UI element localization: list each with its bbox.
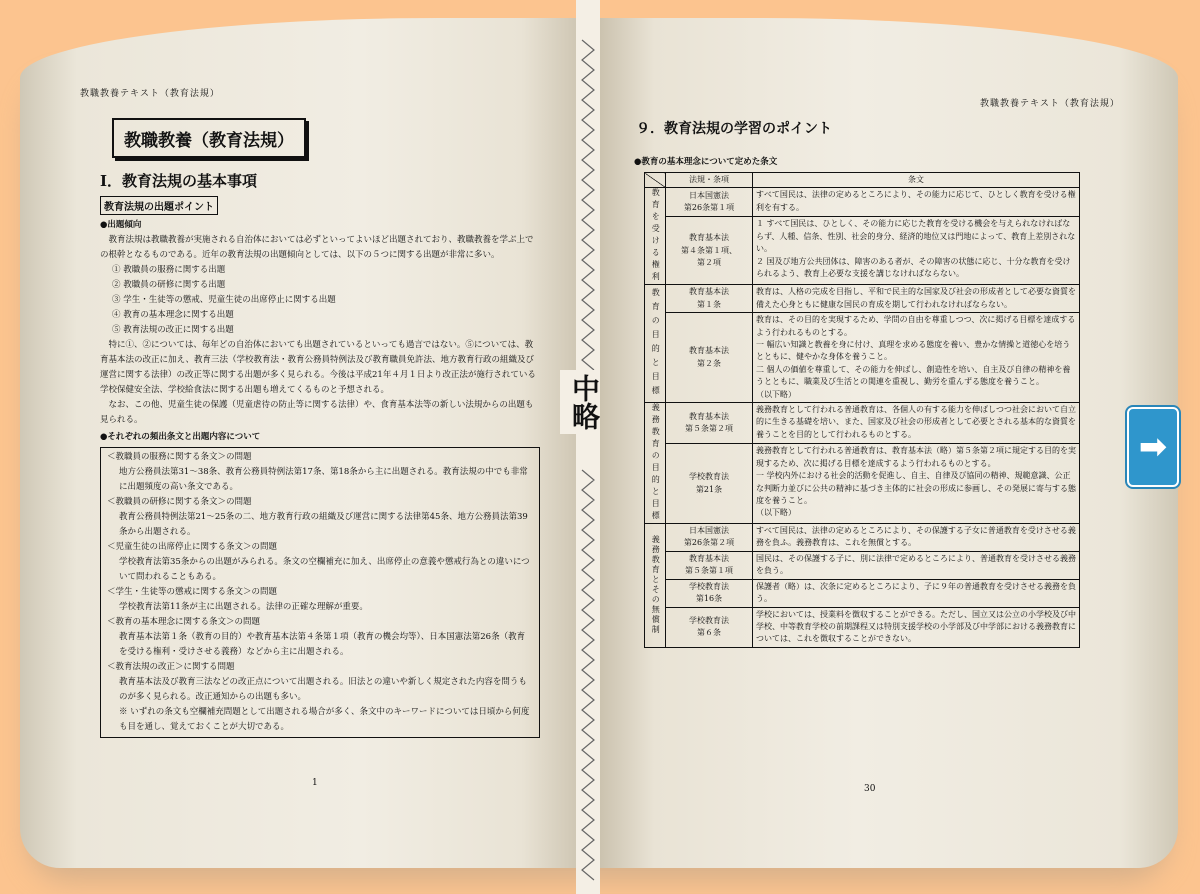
trend-note: 特に①、②については、毎年どの自治体においても出題されているといっても過言ではない。⑤については、教育基本法の改正に加え、教育三法（学校教育法・教育公務員特例法及び教育職員免許法、地方教育行政の組織及び運営に関する法律）の改正等に関する出題が多く見られる。今後は平成21年４月１日より改正法が施行されている学校保健安全法、学校給食法に関する出題も増えてくるものと予想される。 [100,340,536,395]
trend-item: ② 教職員の研修に関する出題 [112,280,226,290]
freq-text: 学校教育法第11条が主に出題される。法律の正確な理解が重要。 [119,602,368,612]
freq-text: 教育基本法第１条（教育の目的）や教育基本法第４条第１項（教育の機会均等）、日本国憲法第26条（教育を受ける権利・受けさせる義務）などから主に出題される。 [119,632,526,657]
category-cell: 教育の目的と目標 [645,285,666,403]
law-cell: 学校教育法 第21条 [666,444,753,524]
freq-note: ※ いずれの条文も空欄補充問題として出題される場合が多く、条文中のキーワードについては日頃から何度も目を通し、覚えておくことが大切である。 [119,707,530,732]
table-row [645,444,1080,524]
freq-title: ＜教職員の服務に関する条文＞の問題 [107,452,252,462]
text-cell: 学校においては、授業料を徴収することができる。ただし、国立又は公立の小学校及び中学校、中等教育学校の前期課程又は特別支援学校の小学部及び中学部における義務教育については、これを徴収することができない。 [753,607,1080,647]
text-cell: 義務教育として行われる普通教育は、教育基本法（略）第５条第２項に規定する目的を実現するため、次に掲げる目標を達成するよう行われるものとする。 一 学校内外における社会的活動を促進し、自主、自律及び協同の精神、規範意識、公正な判断力並びに公共の精神に基づき主体的に社会の形成に参画し、その発展に寄与する態度を養うこと。 （以下略） [753,444,1080,524]
right-page-number: 30 [864,784,876,794]
trend-item: ④ 教育の基本理念に関する出題 [112,310,234,320]
text-cell: １ すべて国民は、ひとしく、その能力に応じた教育を受ける機会を与えられなければならず、人種、信条、性別、社会的身分、経済的地位又は門地によって、教育上差別されない。 ２ 国及び地方公共団体は、障害のある者が、その障害の状態に応じ、十分な教育を受けられるよう、教育上必要な支援を講じなければならない。 [753,217,1080,285]
right-page [596,18,1178,868]
law-cell: 教育基本法 第５条第１項 [666,551,753,579]
text-cell: すべて国民は、法律の定めるところにより、その保護する子女に普通教育を受けさせる義務を負ふ。義務教育は、これを無償とする。 [753,524,1080,552]
freq-title: ＜学生・生徒等の懲戒に関する条文＞の問題 [107,587,278,597]
freq-text: 教育基本法及び教育三法などの改正点について出題される。旧法との違いや新しく規定された内容を問うものが多く見られる。改正通知からの出題も多い。 [119,677,527,702]
arrow-right-icon: ➡ [1138,427,1168,467]
trend-item: ① 教職員の服務に関する出題 [112,265,226,275]
omitted-label: 中略 [560,370,600,434]
corner-cell [645,173,666,188]
category-cell: 義務教育とその無償制 [645,524,666,648]
table-row [645,524,1080,552]
left-page [20,18,590,868]
table-row [645,551,1080,579]
table-row [645,285,1080,313]
table-row [645,607,1080,647]
law-cell: 教育基本法 第５条第２項 [666,403,753,444]
law-cell: 教育基本法 第４条第１項、 第２項 [666,217,753,285]
trend-note: なお、この他、児童生徒の保護（児童虐待の防止等に関する法律）や、食育基本法等の新しい法規からの出題も見られる。 [100,400,534,425]
text-cell: 義務教育として行われる普通教育は、各個人の有する能力を伸ばしつつ社会において自立的に生きる基礎を培い、また、国家及び社会の形成者として必要とされる基本的な資質を養うことを目的として行われるものとする。 [753,403,1080,444]
text-cell: 国民は、その保護する子に、別に法律で定めるところにより、普通教育を受けさせる義務を負う。 [753,551,1080,579]
text-cell: 教育は、その目的を実現するため、学問の自由を尊重しつつ、次に掲げる目標を達成するよう行われるものとする。 一 幅広い知識と教養を身に付け、真理を求める態度を養い、豊かな情操と道徳心を培うとともに、健やかな身体を養うこと。 二 個人の価値を尊重して、その能力を伸ばし、創造性を培い、自主及び自律の精神を養うとともに、職業及び生活との関連を重視し、勤労を重んずる態度を養うこと。 （以下略） [753,313,1080,403]
trend-item: ③ 学生・生徒等の懲戒、児童生徒の出席停止に関する出題 [112,295,336,305]
zigzag-divider [576,0,600,894]
law-cell: 教育基本法 第２条 [666,313,753,403]
text-cell: 教育は、人格の完成を目指し、平和で民主的な国家及び社会の形成者として必要な資質を備えた心身ともに健康な国民の育成を期して行われなければならない。 [753,285,1080,313]
freq-title: ＜教職員の研修に関する条文＞の問題 [107,497,252,507]
right-running-header: 教職教養テキスト（教育法規） [980,99,1120,109]
table-row [645,313,1080,403]
freq-text: 学校教育法第35条からの出題がみられる。条文の空欄補充に加え、出席停止の意義や懲戒行為との違いについて問われることもある。 [119,557,530,582]
law-cell: 学校教育法 第６条 [666,607,753,647]
page-title: 教職教養（教育法規） [112,118,306,158]
law-table [644,172,1080,648]
table-row [645,579,1080,607]
category-cell: 教育を受ける権利 [645,188,666,285]
table-header-row [645,173,1080,188]
col-law-header: 法規・条項 [666,173,753,188]
frequent-box [100,447,540,738]
freq-text: 地方公務員法第31～38条、教育公務員特例法第17条、第18条から主に出題される。教育法規の中でも非常に出題頻度の高い条文である。 [119,467,528,492]
col-text-header: 条文 [753,173,1080,188]
trend-heading: ●出題傾向 [100,220,142,230]
left-body [100,218,540,738]
subsection-heading: 教育法規の出題ポイント [100,196,218,215]
category-cell: 義務教育の目的と目標 [645,403,666,524]
law-cell: 日本国憲法 第26条第１項 [666,188,753,217]
text-cell: すべて国民は、法律の定めるところにより、その能力に応じて、ひとしく教育を受ける権利を有する。 [753,188,1080,217]
freq-text: 教育公務員特例法第21～25条の二、地方教育行政の組織及び運営に関する法律第45条、地方公務員法第39条から出題される。 [119,512,528,537]
text-cell: 保護者（略）は、次条に定めるところにより、子に９年の普通教育を受けさせる義務を負う。 [753,579,1080,607]
trend-text: 教育法規は教職教養が実施される自治体においては必ずといってよいほど出題されており、教職教養を学ぶ上での根幹となるものである。近年の教育法規の出題傾向としては、以下の５つに関する出題が非常に多い。 [100,235,534,260]
table-row [645,188,1080,217]
right-heading: ９．教育法規の学習のポイント [636,121,832,137]
law-cell: 教育基本法 第１条 [666,285,753,313]
trend-item: ⑤ 教育法規の改正に関する出題 [112,325,234,335]
freq-title: ＜教育法規の改正＞に関する問題 [107,662,235,672]
table-row [645,217,1080,285]
frequent-heading: ●それぞれの頻出条文と出題内容について [100,432,261,442]
freq-title: ＜児童生徒の出席停止に関する条文＞の問題 [107,542,278,552]
next-page-button[interactable] [1127,407,1179,487]
law-cell: 日本国憲法 第26条第２項 [666,524,753,552]
right-subheading: ●教育の基本理念について定めた条文 [634,157,778,167]
left-running-header: 教職教養テキスト（教育法規） [80,89,220,99]
book-gutter [576,0,600,894]
table-row [645,403,1080,444]
freq-title: ＜教育の基本理念に関する条文＞の問題 [107,617,261,627]
left-page-number: 1 [312,778,318,788]
law-cell: 学校教育法 第16条 [666,579,753,607]
section-heading: Ⅰ．教育法規の基本事項 [100,172,258,190]
